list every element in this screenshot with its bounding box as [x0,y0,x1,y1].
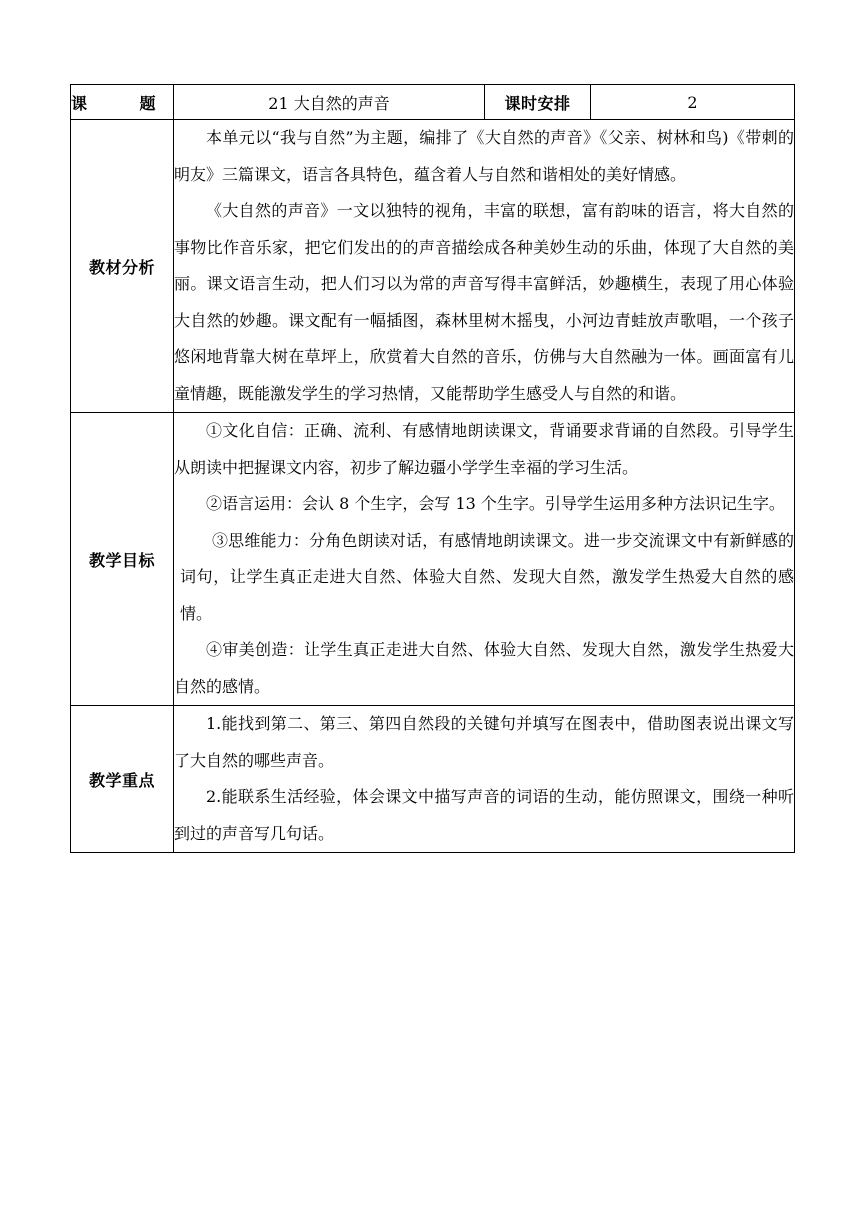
analysis-label: 教材分析 [71,120,174,413]
goal-item: ①文化自信：正确、流利、有感情地朗读课文，背诵要求背诵的自然段。引导学生从朗读中把握课文内容，初步了解边疆小学学生幸福的学习生活。 [174,421,794,477]
focus-row [71,706,795,853]
goal-item: ②语言运用：会认 8 个生字，会写 13 个生字。引导学生运用多种方法识记生字。 [206,494,785,513]
focus-item: 1.能找到第二、第三、第四自然段的关键句并填写在图表中，借助图表说出课文写了大自然的哪些声音。 [174,714,794,770]
goal-item: ④审美创造：让学生真正走进大自然、体验大自然、发现大自然，激发学生热爱大自然的感情。 [174,640,794,696]
schedule-value: 2 [591,85,795,120]
subject-label-char-1: 课 [71,93,88,113]
focus-label: 教学重点 [71,706,174,853]
goal-item: ③思维能力：分角色朗读对话，有感情地朗读课文。进一步交流课文中有新鲜感的词句，让学生真正走进大自然、体验大自然、发现大自然，激发学生热爱大自然的感情。 [180,530,794,623]
subject-label-char-2: 题 [139,93,157,113]
analysis-paragraph: 本单元以“我与自然”为主题，编排了《大自然的声音》《父亲、树林和鸟)《带刺的明友》三篇课文，语言各具特色，蕴含着人与自然和谐相处的美好情感。 [174,128,794,184]
header-row [71,85,795,120]
goals-label: 教学目标 [71,413,174,706]
goals-content [174,413,795,706]
focus-content [174,706,795,853]
focus-item: 2.能联系生活经验，体会课文中描写声音的词语的生动，能仿照课文，围绕一种听到过的声音写几句话。 [174,787,794,843]
subject-value: 21 大自然的声音 [174,85,485,120]
analysis-content [174,120,795,413]
schedule-label: 课时安排 [485,85,591,120]
analysis-row [71,120,795,413]
lesson-plan-table [70,84,795,853]
goals-row [71,413,795,706]
analysis-paragraph: 《大自然的声音》一文以独特的视角，丰富的联想，富有韵味的语言，将大自然的事物比作音乐家，把它们发出的的声音描绘成各种美妙生动的乐曲，体现了大自然的美丽。课文语言生动，把人们习以为常的声音写得丰富鲜活，妙趣横生，表现了用心体验大自然的妙趣。课文配有一幅插图，森林里树木摇曳，小河边青蛙放声歌唱，一个孩子悠闲地背靠大树在草坪上，欣赏着大自然的音乐，仿佛与大自然融为一体。画面富有儿童情趣，既能激发学生的学习热情，又能帮助学生感受人与自然的和谐。 [174,201,794,403]
subject-label [71,85,174,120]
